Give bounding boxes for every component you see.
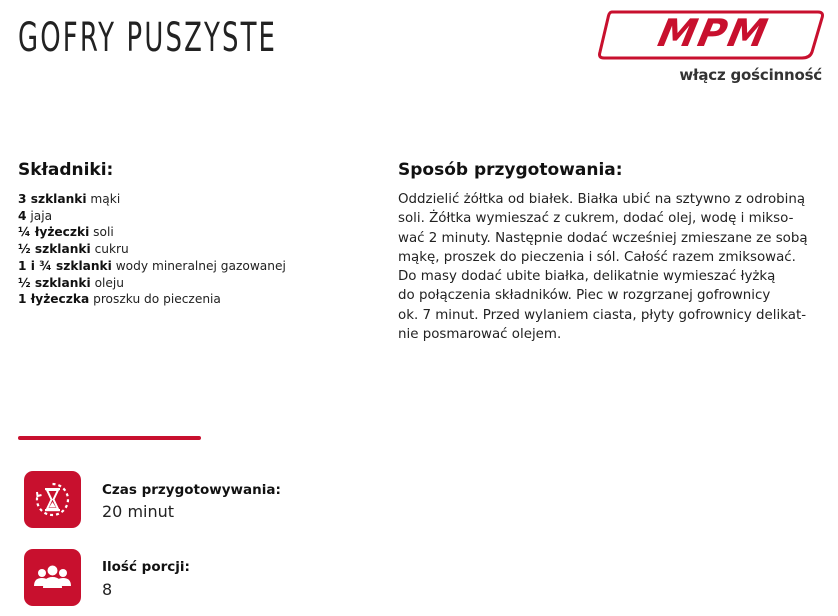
- preparation-line: mąkę, proszek do pieczenia i sól. Całość razem zmiksować.: [398, 249, 796, 265]
- ingredient-name: soli: [93, 225, 114, 240]
- ingredients-heading: Składniki:: [18, 160, 114, 180]
- ingredient-name: cukru: [94, 242, 129, 257]
- preparation-line: Do masy dodać ubite białka, delikatnie wymieszać łyżką: [398, 269, 776, 285]
- preparation-text: [398, 190, 808, 344]
- ingredient-item: [18, 191, 286, 208]
- ingredient-qty: 4: [18, 208, 27, 223]
- ingredient-qty: 3 szklanki: [18, 192, 87, 206]
- ingredient-item: [18, 241, 286, 258]
- svg-text:MPM: MPM: [654, 11, 773, 56]
- ingredient-name: oleju: [94, 275, 125, 290]
- brand-tagline: włącz gościnność: [679, 66, 822, 84]
- preparation-line: nie posmarować olejem.: [398, 327, 562, 343]
- preparation-line: Oddzielić żółtka od białek. Białka ubić na sztywno z odrobiną: [398, 192, 806, 207]
- ingredients-list: [18, 191, 286, 308]
- ingredient-name: wody mineralnej gazowanej: [115, 258, 286, 273]
- ingredient-qty: ¼ łyżeczki: [18, 225, 90, 240]
- ingredient-qty: 1 i ¾ szklanki: [18, 258, 112, 273]
- ingredient-item: [18, 224, 286, 241]
- ingredient-name: mąki: [90, 192, 121, 206]
- preparation-line: do połączenia składników. Piec w rozgrzanej gofrownicy: [398, 288, 771, 304]
- preparation-line: soli. Żółtka wymieszać z cukrem, dodać olej, wodę i mikso-: [398, 211, 794, 227]
- ingredient-qty: ½ szklanki: [18, 242, 91, 257]
- preparation-line: wać 2 minuty. Następnie dodać wcześniej zmieszane ze sobą: [398, 230, 808, 246]
- servings-label: Ilość porcji:: [102, 559, 190, 575]
- prep-time-label: Czas przygotowywania:: [102, 482, 281, 498]
- ingredient-item: [18, 208, 286, 225]
- ingredient-item: [18, 275, 286, 292]
- recipe-title: GOFRY PUSZYSTE: [18, 15, 278, 61]
- ingredient-item: [18, 258, 286, 275]
- prep-time-value: 20 minut: [102, 502, 175, 521]
- ingredient-name: jaja: [30, 208, 53, 223]
- preparation-heading: Sposób przygotowania:: [398, 160, 623, 180]
- ingredient-qty: ½ szklanki: [18, 275, 91, 290]
- mpm-logo: [598, 8, 824, 60]
- preparation-line: ok. 7 minut. Przed wylaniem ciasta, płyty gofrownicy delikat-: [398, 307, 807, 323]
- hourglass-icon: [24, 471, 81, 528]
- people-icon: [24, 549, 81, 606]
- ingredient-item: [18, 291, 286, 308]
- ingredient-qty: 1 łyżeczka: [18, 292, 90, 307]
- section-divider: [18, 436, 201, 440]
- servings-value: 8: [102, 580, 113, 599]
- ingredient-name: proszku do pieczenia: [93, 292, 221, 307]
